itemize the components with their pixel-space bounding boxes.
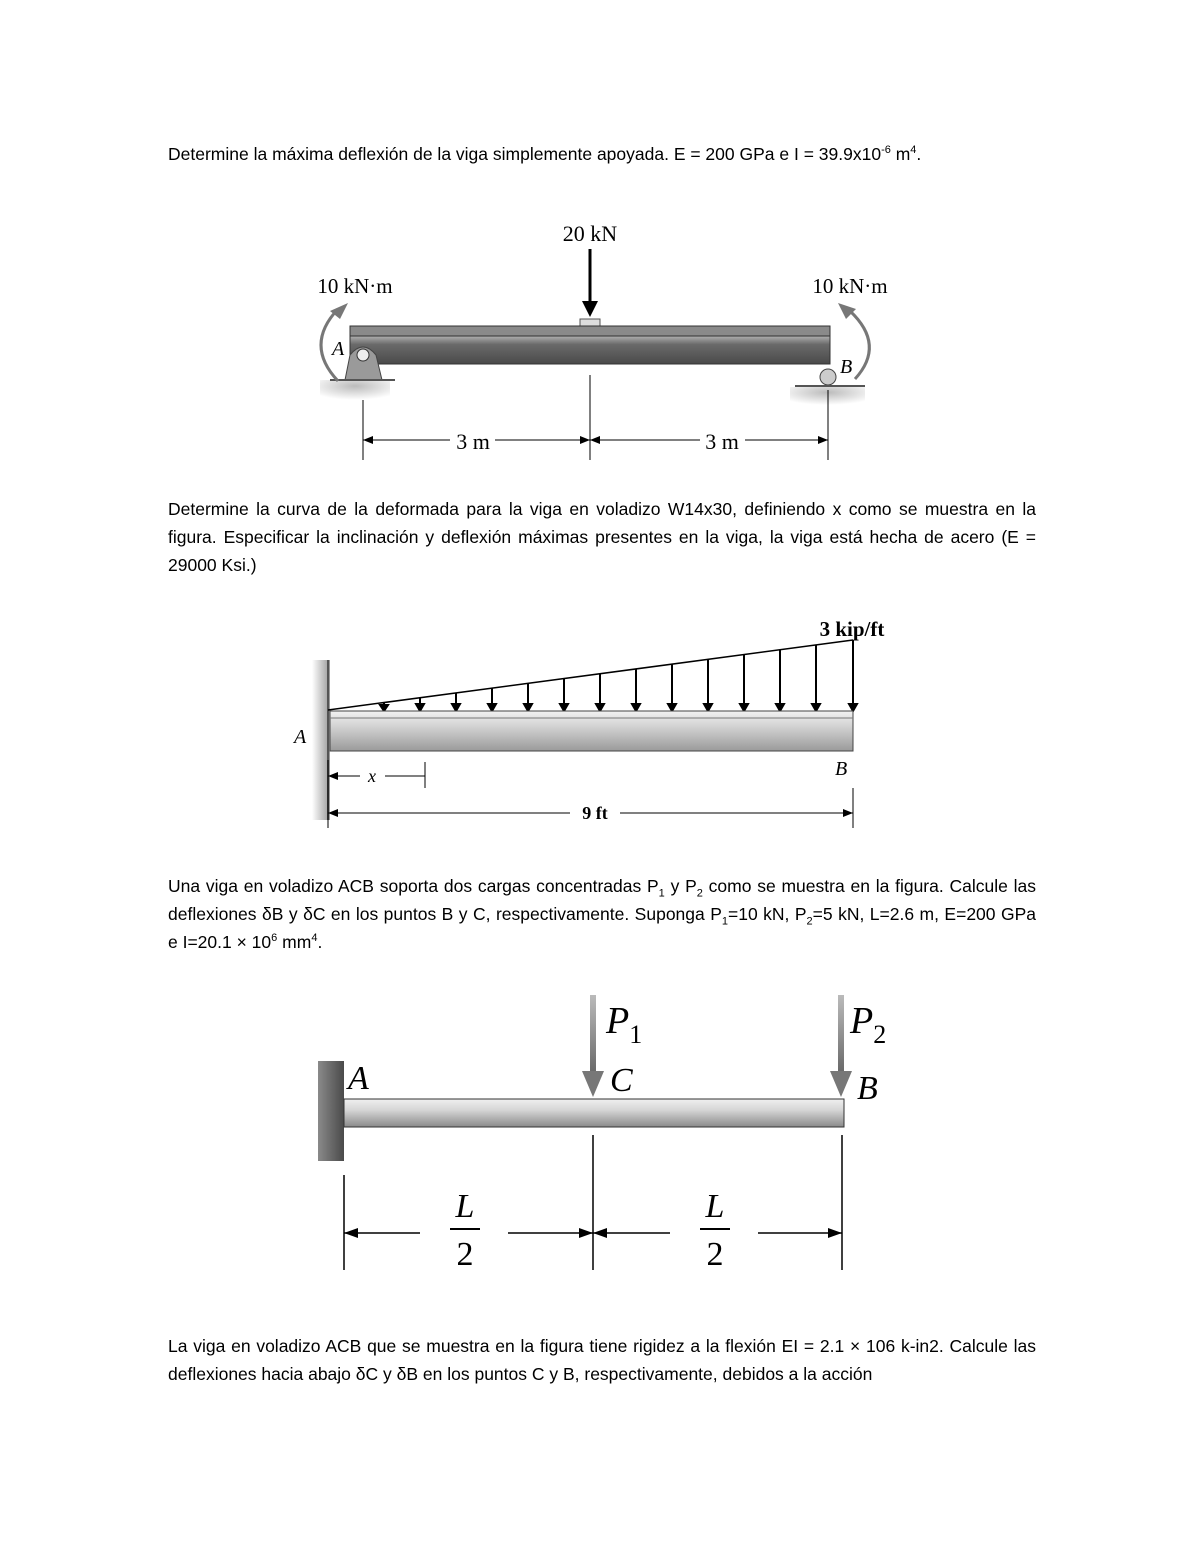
beam xyxy=(330,711,853,751)
problem-2-statement: Determine la curva de la deformada para la viga en voladizo W14x30, definiendo x como se muestra en la figura. Especificar la inclinación y deflexión máximas presentes en la viga, la viga está hecha de acero (E = 29000 Ksi.) xyxy=(168,499,1036,575)
figure-cantilever-point-loads xyxy=(310,985,910,1285)
problem-3-statement: Una viga en voladizo ACB soporta dos cargas concentradas $P_1$ y $P_2$ como se muestra en la figura. Calcule las deflexiones δB y δC en los puntos B y C, respectivamente. Suponga $P_1=10$ kN, $P_2=5$ kN, L=2.6 m, E=200 GPa e $I=20.1 \times 10^6$ $mm^4$. xyxy=(168,876,1036,952)
p1-label: $P_1$ xyxy=(606,1000,643,1049)
figure-simply-supported-beam xyxy=(290,215,910,465)
span-label: 9 ft xyxy=(582,803,608,823)
fixed-wall xyxy=(318,1061,344,1161)
beam-web xyxy=(350,336,830,364)
beam-flange xyxy=(350,326,830,336)
load-triangle-edge xyxy=(328,640,853,710)
right-span-numerator: L xyxy=(705,1188,725,1225)
x-label: x xyxy=(368,766,376,786)
point-a-label: A xyxy=(348,1060,369,1097)
figure-cantilever-triangular-load xyxy=(290,610,920,835)
left-span-numerator: L xyxy=(455,1188,475,1225)
left-span-denominator: 2 xyxy=(456,1236,474,1273)
beam xyxy=(344,1099,844,1127)
p2-label: $P_2$ xyxy=(850,1000,887,1049)
point-c-label: C xyxy=(610,1062,633,1099)
moment-right-label: 10 kN·m xyxy=(812,274,888,298)
problem-1-statement: Determine la máxima deflexión de la viga simplemente apoyada. E = 200 GPa e $I = 39.9x10^{-6}$ $m^4$. xyxy=(168,144,922,164)
point-b-label: B xyxy=(835,758,848,780)
moment-right-arrow xyxy=(850,311,869,379)
load-arrows xyxy=(380,640,857,711)
point-a-label: A xyxy=(294,726,307,748)
right-span-denominator: 2 xyxy=(706,1236,724,1273)
distributed-load-label: 3 kip/ft xyxy=(819,617,885,641)
p2-arrow-shaft xyxy=(838,995,844,1075)
roller-support xyxy=(820,369,836,385)
problem-4-statement: La viga en voladizo ACB que se muestra en la figura tiene rigidez a la flexión EI = 2.1 × 106 k-in2. Calcule las deflexiones hacia abajo δC y δB en los puntos C y B, respectivamente, debidos a la acción xyxy=(168,1336,1036,1384)
span-right-label: 3 m xyxy=(705,429,739,454)
load-plate xyxy=(580,319,600,326)
p1-arrow-head xyxy=(582,1071,604,1097)
load-label: 20 kN xyxy=(562,221,618,246)
load-arrow-head xyxy=(582,301,598,317)
point-a-label: A xyxy=(332,338,345,360)
point-b-label: B xyxy=(857,1070,878,1107)
moment-left-label: 10 kN·m xyxy=(317,274,393,298)
point-b-label: B xyxy=(840,356,853,378)
ground-left xyxy=(320,380,390,400)
p1-arrow-shaft xyxy=(590,995,596,1075)
span-left-label: 3 m xyxy=(456,429,490,454)
p2-arrow-head xyxy=(830,1071,852,1097)
